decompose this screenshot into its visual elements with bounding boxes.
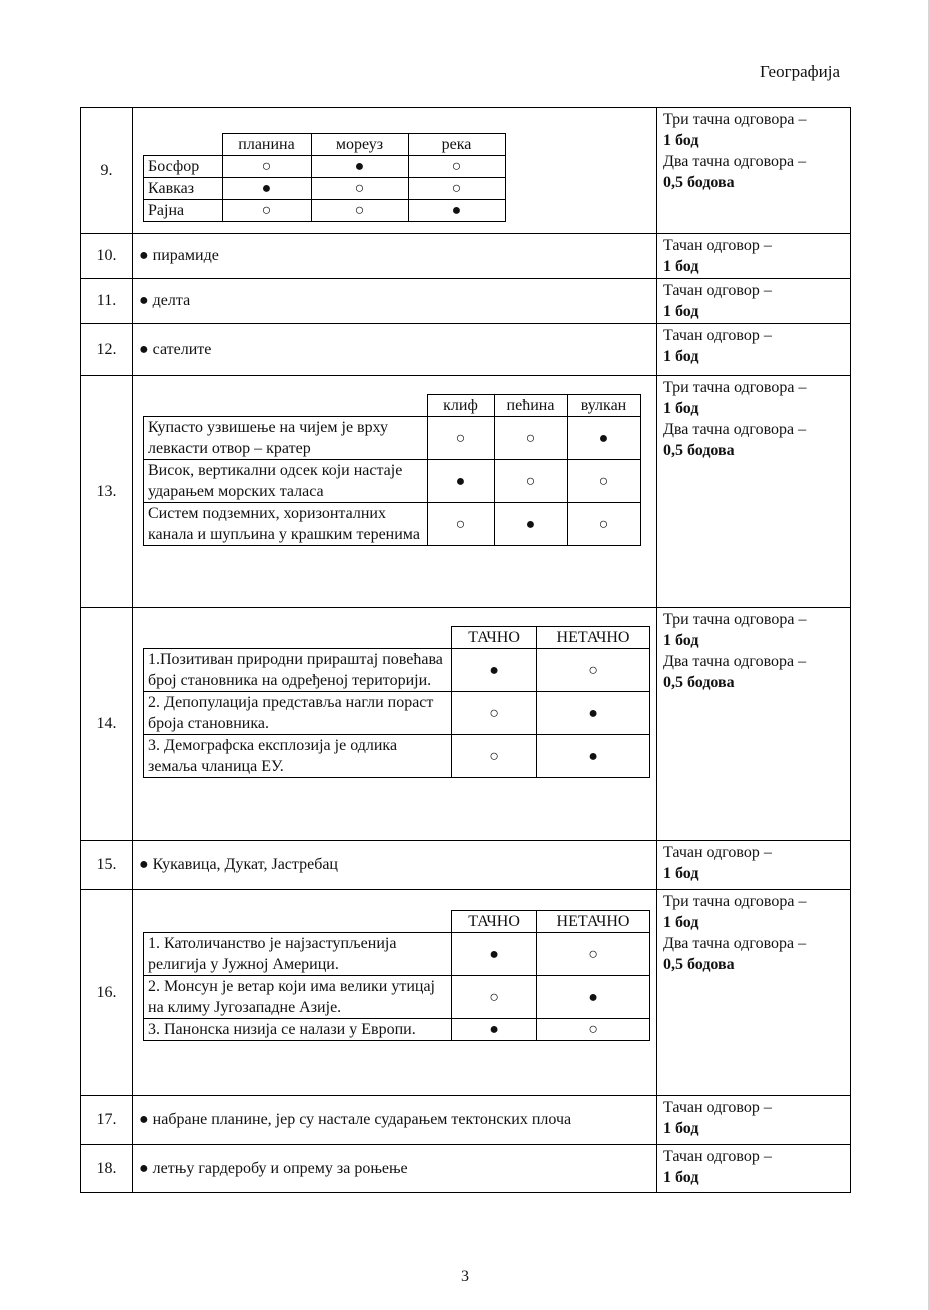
column-header: НЕТАЧНО: [537, 627, 650, 649]
score-text: Два тачна одговора –: [663, 421, 807, 438]
question-number: 10.: [81, 234, 133, 279]
row-label: Босфор: [144, 156, 223, 178]
question-row-13: [81, 376, 851, 608]
score-cell: [657, 279, 851, 324]
question-answer: ● Кукавица, Дукат, Јастребац: [133, 841, 657, 890]
question-number: 14.: [81, 608, 133, 841]
page-number: 3: [461, 1268, 469, 1285]
question-number: 12.: [81, 324, 133, 376]
question-answer: ● летњу гардеробу и опрему за роњење: [133, 1145, 657, 1193]
score-cell: [657, 108, 851, 234]
score-value: 1 бод: [663, 132, 699, 149]
score-cell: [657, 890, 851, 1096]
answer-mark: ●: [311, 156, 408, 178]
score-value: 1 бод: [663, 303, 699, 320]
score-value: 1 бод: [663, 1120, 699, 1137]
answer-mark: ○: [567, 460, 640, 503]
score-value: 0,5 бодова: [663, 442, 735, 459]
answer-key-table: [80, 107, 851, 1193]
answer-mark: ●: [452, 1019, 537, 1041]
question-answer: ● набране планине, јер су настале сударањем тектонских плоча: [133, 1096, 657, 1145]
column-header: планина: [222, 134, 311, 156]
column-header: пећина: [494, 395, 567, 417]
matching-table-13: [143, 394, 641, 546]
answer-mark: ○: [408, 178, 505, 200]
score-value: 0,5 бодова: [663, 174, 735, 191]
score-cell: [657, 1145, 851, 1193]
score-text: Три тачна одговора –: [663, 893, 807, 910]
question-number: 13.: [81, 376, 133, 608]
row-label: 1.Позитиван природни прираштај повећава број становника на одређеној територији.: [144, 649, 452, 692]
answer-mark: ○: [427, 417, 494, 460]
question-number: 15.: [81, 841, 133, 890]
score-value: 1 бод: [663, 632, 699, 649]
answer-mark: ○: [452, 735, 537, 778]
score-value: 1 бод: [663, 258, 699, 275]
question-answer: [133, 376, 657, 608]
score-value: 1 бод: [663, 865, 699, 882]
score-text: Три тачна одговора –: [663, 111, 807, 128]
question-row-11: [81, 279, 851, 324]
question-row-14: [81, 608, 851, 841]
answer-mark: ●: [427, 460, 494, 503]
question-row-12: [81, 324, 851, 376]
question-row-16: [81, 890, 851, 1096]
question-answer: [133, 108, 657, 234]
question-answer: [133, 608, 657, 841]
score-text: Три тачна одговора –: [663, 379, 807, 396]
score-value: 1 бод: [663, 400, 699, 417]
answer-mark: ○: [494, 417, 567, 460]
score-text: Тачан одговор –: [663, 237, 772, 254]
score-cell: [657, 841, 851, 890]
answer-mark: ●: [494, 503, 567, 546]
row-label: 2. Депопулација представља нагли пораст броја становника.: [144, 692, 452, 735]
question-number: 17.: [81, 1096, 133, 1145]
column-header: мореуз: [311, 134, 408, 156]
matching-table-9: [143, 133, 506, 222]
answer-mark: ●: [452, 649, 537, 692]
answer-mark: ●: [222, 178, 311, 200]
score-text: Тачан одговор –: [663, 282, 772, 299]
true-false-table-14: [143, 626, 650, 778]
score-text: Тачан одговор –: [663, 327, 772, 344]
answer-mark: ○: [408, 156, 505, 178]
row-label: Купасто узвишење на чијем је врху левкасти отвор – кратер: [144, 417, 428, 460]
row-label: 1. Католичанство је најзаступљенија религија у Јужној Америци.: [144, 933, 452, 976]
true-false-table-16: [143, 910, 650, 1041]
question-answer: ● делта: [133, 279, 657, 324]
answer-mark: ○: [537, 649, 650, 692]
answer-mark: ○: [222, 200, 311, 222]
page-header-subject: Географија: [760, 62, 840, 81]
score-text: Два тачна одговора –: [663, 153, 807, 170]
answer-mark: ○: [311, 200, 408, 222]
score-value: 1 бод: [663, 1169, 699, 1186]
answer-mark: ○: [452, 976, 537, 1019]
column-header: ТАЧНО: [452, 627, 537, 649]
answer-mark: ○: [427, 503, 494, 546]
column-header: вулкан: [567, 395, 640, 417]
question-number: 11.: [81, 279, 133, 324]
row-label: Висок, вертикални одсек који настаје ударањем морских таласа: [144, 460, 428, 503]
question-answer: [133, 890, 657, 1096]
row-label: Систем подземних, хоризонталних канала и шупљина у крашким теренима: [144, 503, 428, 546]
score-text: Три тачна одговора –: [663, 611, 807, 628]
answer-mark: ●: [567, 417, 640, 460]
row-label: Кавказ: [144, 178, 223, 200]
score-value: 1 бод: [663, 348, 699, 365]
score-cell: [657, 234, 851, 279]
column-header: река: [408, 134, 505, 156]
score-value: 0,5 бодова: [663, 956, 735, 973]
answer-mark: ○: [537, 1019, 650, 1041]
answer-mark: ●: [537, 692, 650, 735]
answer-mark: ●: [452, 933, 537, 976]
question-number: 18.: [81, 1145, 133, 1193]
question-row-9: [81, 108, 851, 234]
column-header: клиф: [427, 395, 494, 417]
score-cell: [657, 1096, 851, 1145]
score-value: 0,5 бодова: [663, 674, 735, 691]
score-text: Тачан одговор –: [663, 1099, 772, 1116]
score-cell: [657, 608, 851, 841]
question-answer: ● сателите: [133, 324, 657, 376]
score-cell: [657, 376, 851, 608]
score-text: Тачан одговор –: [663, 1148, 772, 1165]
score-text: Два тачна одговора –: [663, 935, 807, 952]
answer-mark: ○: [222, 156, 311, 178]
column-header: ТАЧНО: [452, 911, 537, 933]
question-number: 16.: [81, 890, 133, 1096]
score-text: Два тачна одговора –: [663, 653, 807, 670]
row-label: 3. Панонска низија се налази у Европи.: [144, 1019, 452, 1041]
score-value: 1 бод: [663, 914, 699, 931]
answer-mark: ●: [408, 200, 505, 222]
row-label: 2. Монсун је ветар који има велики утицај на климу Југозападне Азије.: [144, 976, 452, 1019]
question-row-10: [81, 234, 851, 279]
question-row-15: [81, 841, 851, 890]
answer-mark: ●: [537, 735, 650, 778]
answer-mark: ○: [537, 933, 650, 976]
question-number: 9.: [81, 108, 133, 234]
row-label: 3. Демографска експлозија је одлика земаља чланица ЕУ.: [144, 735, 452, 778]
answer-mark: ●: [537, 976, 650, 1019]
answer-mark: ○: [567, 503, 640, 546]
question-row-18: [81, 1145, 851, 1193]
answer-mark: ○: [452, 692, 537, 735]
row-label: Рајна: [144, 200, 223, 222]
column-header: НЕТАЧНО: [537, 911, 650, 933]
question-row-17: [81, 1096, 851, 1145]
score-cell: [657, 324, 851, 376]
answer-mark: ○: [311, 178, 408, 200]
question-answer: ● пирамиде: [133, 234, 657, 279]
score-text: Тачан одговор –: [663, 844, 772, 861]
answer-mark: ○: [494, 460, 567, 503]
